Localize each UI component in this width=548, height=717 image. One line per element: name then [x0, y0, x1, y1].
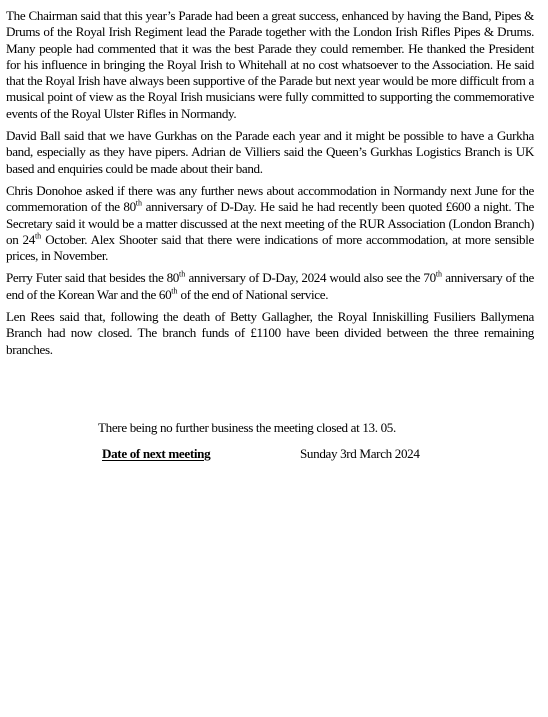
next-meeting-line [102, 446, 420, 462]
paragraph-text: The Chairman said that this year’s Parade had been a great success, enhanced by having the Band, Pipes & Drums of the Royal Irish Regiment lead the Parade together with the London Irish Rifles Pipes & Drums. Many people had commented that it was the best Parade they could remember. He thanked the President for his influence in bringing the Royal Irish to Whitehall at no cost whatsoever to the Association. He said that the Royal Irish have always been supportive of the Parade but next year would be more difficult from a musical point of view as the Royal Irish musicians were fully committed to supporting the commemorative events of the Royal Ulster Rifles in Normandy. [6, 8, 534, 121]
paragraph-text: Len Rees said that, following the death of Betty Gallagher, the Royal Inniskilling Fusiliers Ballymena Branch had now closed. The branch funds of £1100 have been divided between the three remaining branches. [6, 309, 534, 357]
paragraph [6, 8, 534, 122]
paragraph-text: of the end of National service. [177, 286, 329, 302]
ordinal-suffix: th [34, 231, 42, 241]
paragraph [6, 128, 534, 177]
paragraph-text: anniversary of D-Day. He said he had recently been quoted £600 a night. The Secretary said it would be a matter discussed at the next meeting of the RUR Association (London Branch) on 24 [6, 199, 534, 247]
ordinal-suffix: th [135, 198, 143, 208]
minutes-body [6, 8, 534, 364]
ordinal-suffix: th [435, 270, 443, 280]
paragraph [6, 309, 534, 358]
ordinal-suffix: th [179, 270, 186, 280]
paragraph-text: anniversary of D-Day, 2024 would also see the 70 [185, 270, 436, 286]
paragraph-list [6, 8, 534, 358]
next-meeting-date: Sunday 3rd March 2024 [300, 446, 420, 461]
closing-statement: There being no further business the meeting closed at 13. 05. [98, 420, 396, 435]
paragraph-text: October. Alex Shooter said that there were indications of more accommodation, at more sensible prices, in November. [6, 231, 534, 264]
next-meeting-label: Date of next meeting [102, 446, 211, 461]
paragraph-text: Chris Donohoe asked if there was any further news about accommodation in Normandy next June for the commemoration of the 80 [6, 182, 534, 215]
paragraph [6, 183, 534, 264]
paragraph-text: Perry Futer said that besides the 80 [6, 270, 180, 286]
ordinal-suffix: th [171, 286, 178, 296]
paragraph [6, 270, 534, 303]
paragraph-text: David Ball said that we have Gurkhas on the Parade each year and it might be possible to have a Gurkha band, especially as they have pipers. Adrian de Villiers said the Queen’s Gurkhas Logistics Branch is UK based and enquiries could be made about their band. [6, 128, 534, 176]
paragraph-text: anniversary of the end of the Korean War and the 60 [6, 270, 535, 302]
